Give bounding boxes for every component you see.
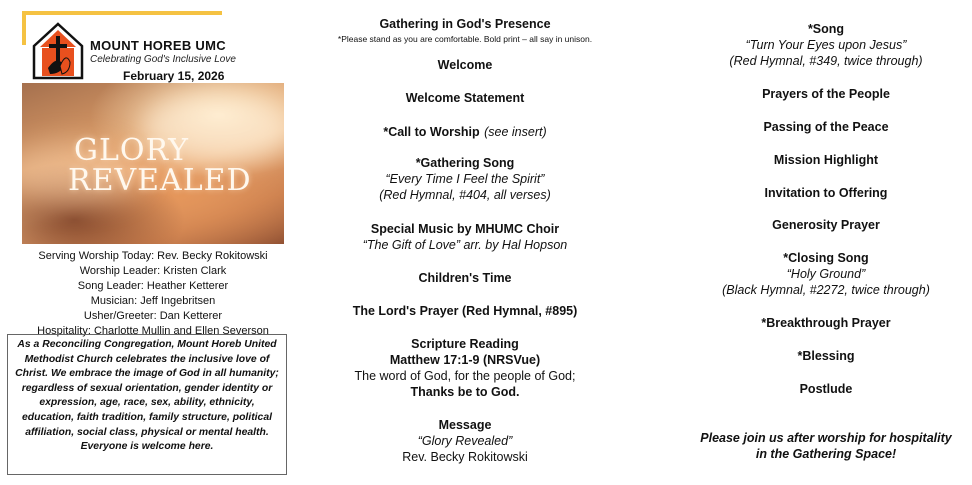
service-date: February 15, 2026 (123, 69, 225, 83)
call-to-worship-note: (see insert) (484, 125, 547, 139)
hero-title-line-1: GLORY (74, 133, 189, 168)
lords-prayer: The Lord's Prayer (Red Hymnal, #895) (352, 304, 578, 318)
message-speaker: Rev. Becky Rokitowski (402, 450, 528, 464)
generosity-prayer: Generosity Prayer (772, 218, 880, 232)
serving-item: Hospitality: Charlotte Mullin and Ellen Severson (37, 325, 269, 337)
call-to-worship-label: *Call to Worship (383, 125, 480, 139)
breakthrough-prayer: *Breakthrough Prayer (761, 316, 891, 330)
scripture-response-call: The word of God, for the people of God; (354, 369, 576, 383)
gathering-song-ref: (Red Hymnal, #404, all verses) (379, 188, 551, 202)
serving-item: Worship Leader: Kristen Clark (79, 265, 227, 277)
scripture-heading: Scripture Reading (411, 337, 519, 351)
order-of-worship-part-1 (300, 0, 630, 485)
blessing: *Blessing (797, 349, 855, 363)
hospitality-note-line-1: Please join us after worship for hospitality (700, 431, 952, 445)
song-ref: (Red Hymnal, #349, twice through) (729, 54, 923, 68)
closing-song: *Closing Song (783, 251, 869, 265)
org-tagline: Celebrating God's Inclusive Love (90, 54, 236, 65)
order-of-worship-part-2 (680, 0, 972, 485)
sermon-hero-image (22, 83, 284, 244)
gathering-song-title: “Every Time I Feel the Spirit” (385, 172, 545, 186)
org-name: MOUNT HOREB UMC (90, 38, 226, 53)
accent-bar-left (22, 11, 26, 45)
scripture-response: Thanks be to God. (410, 385, 520, 399)
message-title: “Glory Revealed” (417, 434, 513, 448)
standing-note: *Please stand as you are comfortable. Bold print – all say in unison. (337, 34, 593, 44)
song: *Song (807, 22, 845, 36)
welcome: Welcome (437, 58, 493, 72)
reconciling-statement: As a Reconciling Congregation, Mount Horeb United Methodist Church celebrates the inclusive love of Christ. We embrace the image of God in all humanity; regardless of sexual orientation, gender identity or expression, age, race, sex, ability, ethnicity, education, faith tradition, family structure, political affiliation, social class, physical or mental health. Everyone is welcome here. (7, 334, 287, 475)
postlude: Postlude (799, 382, 853, 396)
childrens-time: Children's Time (418, 271, 512, 285)
invitation-to-offering: Invitation to Offering (764, 186, 888, 200)
serving-item: Song Leader: Heather Ketterer (77, 280, 229, 292)
left-column (0, 0, 300, 485)
hero-title-line-2: REVEALED (68, 163, 252, 198)
serving-item: Musician: Jeff Ingebritsen (90, 295, 216, 307)
special-music: Special Music by MHUMC Choir (370, 222, 560, 236)
section-heading: Gathering in God's Presence (379, 17, 551, 31)
song-title: “Turn Your Eyes upon Jesus” (745, 38, 907, 52)
accent-bar-top (22, 11, 222, 15)
call-to-worship (300, 123, 630, 141)
hospitality-note-line-2: in the Gathering Space! (755, 447, 897, 461)
mission-highlight: Mission Highlight (773, 153, 879, 167)
special-music-title: “The Gift of Love” arr. by Hal Hopson (362, 238, 568, 252)
welcome-statement: Welcome Statement (405, 91, 525, 105)
church-logo-icon (30, 22, 86, 82)
passing-of-the-peace: Passing of the Peace (763, 120, 889, 134)
closing-song-ref: (Black Hymnal, #2272, twice through) (722, 283, 930, 297)
serving-item: Usher/Greeter: Dan Ketterer (83, 310, 223, 322)
gathering-song: *Gathering Song (415, 156, 515, 170)
closing-song-title: “Holy Ground” (786, 267, 866, 281)
scripture-reference: Matthew 17:1-9 (NRSVue) (389, 353, 541, 367)
message-heading: Message (438, 418, 492, 432)
prayers-of-the-people: Prayers of the People (762, 87, 890, 101)
serving-list (22, 249, 284, 339)
serving-item: Serving Worship Today: Rev. Becky Rokitowski (38, 250, 268, 262)
